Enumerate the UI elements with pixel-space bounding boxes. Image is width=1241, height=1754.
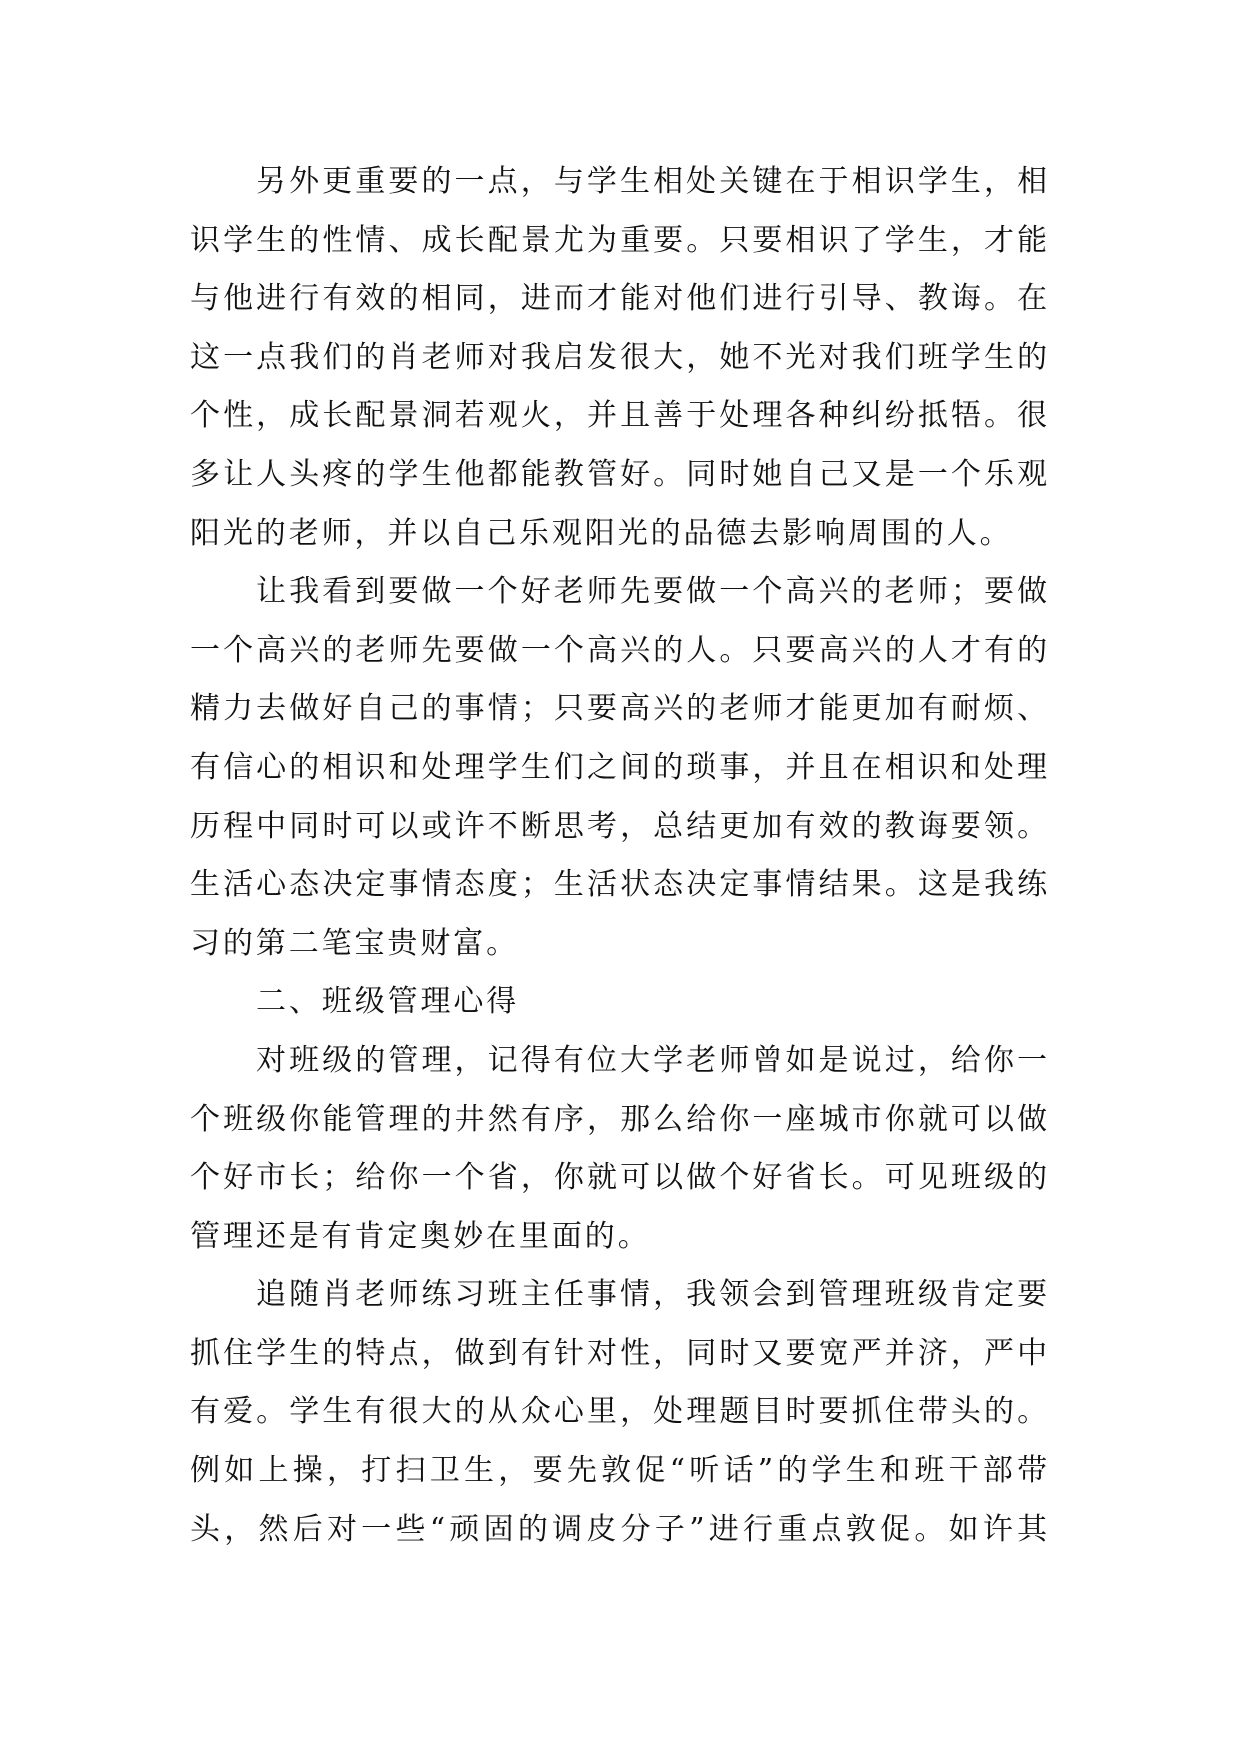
text-line: 头，然后对一些“顽固的调皮分子”进行重点敦促。如许其 [190, 1511, 1050, 1547]
text-line: 另外更重要的一点，与学生相处关键在于相识学生，相 [256, 164, 1050, 199]
text-line: 抓住学生的特点，做到有针对性，同时又要宽严并济，严中 [190, 1335, 1050, 1371]
text-line: 有爱。学生有很大的从众心里，处理题目时要抓住带头的。 [190, 1394, 1050, 1430]
text-line: 精力去做好自己的事情；只要高兴的老师才能更加有耐烦、 [190, 691, 1050, 727]
paragraph [190, 1032, 1050, 1266]
text-line: 一个高兴的老师先要做一个高兴的人。只要高兴的人才有的 [190, 632, 1050, 668]
paragraph [190, 153, 1050, 563]
text-line: 多让人头疼的学生他都能教管好。同时她自己又是一个乐观 [190, 456, 1050, 492]
text-line: 让我看到要做一个好老师先要做一个高兴的老师；要做 [256, 574, 1050, 610]
paragraph [190, 563, 1050, 973]
text-line: 管理还是有肯定奥妙在里面的。 [190, 1218, 651, 1254]
text-line: 对班级的管理，记得有位大学老师曾如是说过，给你一 [256, 1042, 1050, 1078]
text-line: 习的第二笔宝贵财富。 [190, 925, 519, 961]
text-line: 个班级你能管理的井然有序，那么给你一座城市你就可以做 [190, 1101, 1050, 1137]
text-line: 生活心态决定事情态度；生活状态决定事情结果。这是我练 [190, 867, 1050, 903]
text-line: 历程中同时可以或许不断思考，总结更加有效的教诲要领。 [190, 808, 1050, 844]
text-line: 识学生的性情、成长配景尤为重要。只要相识了学生，才能 [190, 222, 1050, 258]
text-line: 有信心的相识和处理学生们之间的琐事，并且在相识和处理 [190, 749, 1050, 785]
document-body [190, 153, 1050, 1559]
paragraph [190, 1266, 1050, 1559]
text-line: 个性，成长配景洞若观火，并且善于处理各种纠纷抵牾。很 [190, 398, 1050, 434]
text-line: 与他进行有效的相同，进而才能对他们进行引导、教诲。在 [190, 281, 1050, 317]
text-line: 例如上操，打扫卫生，要先敦促“听话”的学生和班干部带 [190, 1453, 1050, 1489]
section-heading: 二、班级管理心得 [256, 984, 520, 1020]
text-line: 个好市长；给你一个省，你就可以做个好省长。可见班级的 [190, 1160, 1050, 1196]
text-line: 这一点我们的肖老师对我启发很大，她不光对我们班学生的 [190, 339, 1050, 375]
text-line: 追随肖老师练习班主任事情，我领会到管理班级肯定要 [256, 1277, 1050, 1313]
text-line: 阳光的老师，并以自己乐观阳光的品德去影响周围的人。 [190, 515, 1013, 551]
